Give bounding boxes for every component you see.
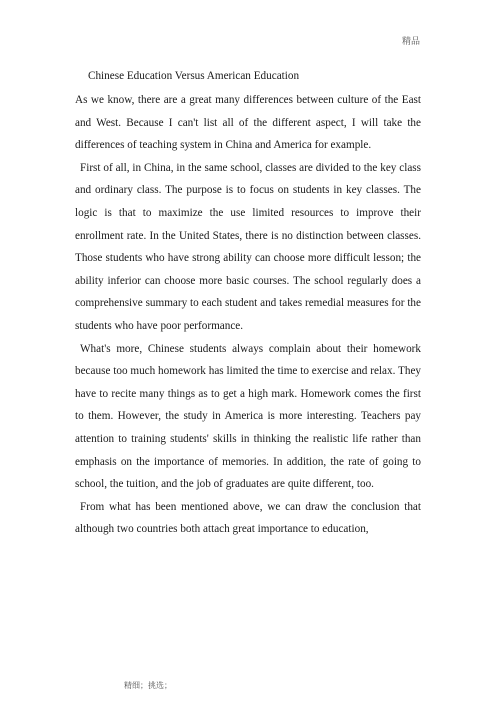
- document-title: Chinese Education Versus American Education: [88, 70, 300, 82]
- paragraph-conclusion: From what has been mentioned above, we can draw the conclusion that although two countries both attach great importance to education,: [75, 500, 421, 536]
- paragraph-first-point: First of all, in China, in the same school, classes are divided to the key class and ordinary class. The purpose is to focus on students in key classes. The logic is that to maximize the use limited resources to improve their enrollment rate. In the United States, there is no distinction between classes. Those students who have strong ability can choose more difficult lesson; the ability inferior can choose more basic courses. The school regularly does a comprehensive summary to each student and takes remedial measures for the students who have poor performance.: [75, 161, 421, 332]
- footer-watermark: 精细；挑选；: [124, 681, 172, 690]
- paragraph-second-point: What's more, Chinese students always complain about their homework because too much homework has limited the time to exercise and relax. They have to recite many things as to get a high mark. Homework comes the first to them. However, the study in America is more interesting. Teachers pay attention to training students' skills in thinking the realistic life rather than emphasis on the importance of memories. In addition, the rate of going to school, the tuition, and the job of graduates are quite different, too.: [75, 342, 421, 491]
- header-watermark: 精品: [401, 37, 420, 47]
- document-body: [75, 66, 421, 541]
- paragraph-intro: As we know, there are a great many differences between culture of the East and West. Because I can't list all of the different aspect, I will take the differences of teaching system in China and America for example.: [75, 94, 421, 152]
